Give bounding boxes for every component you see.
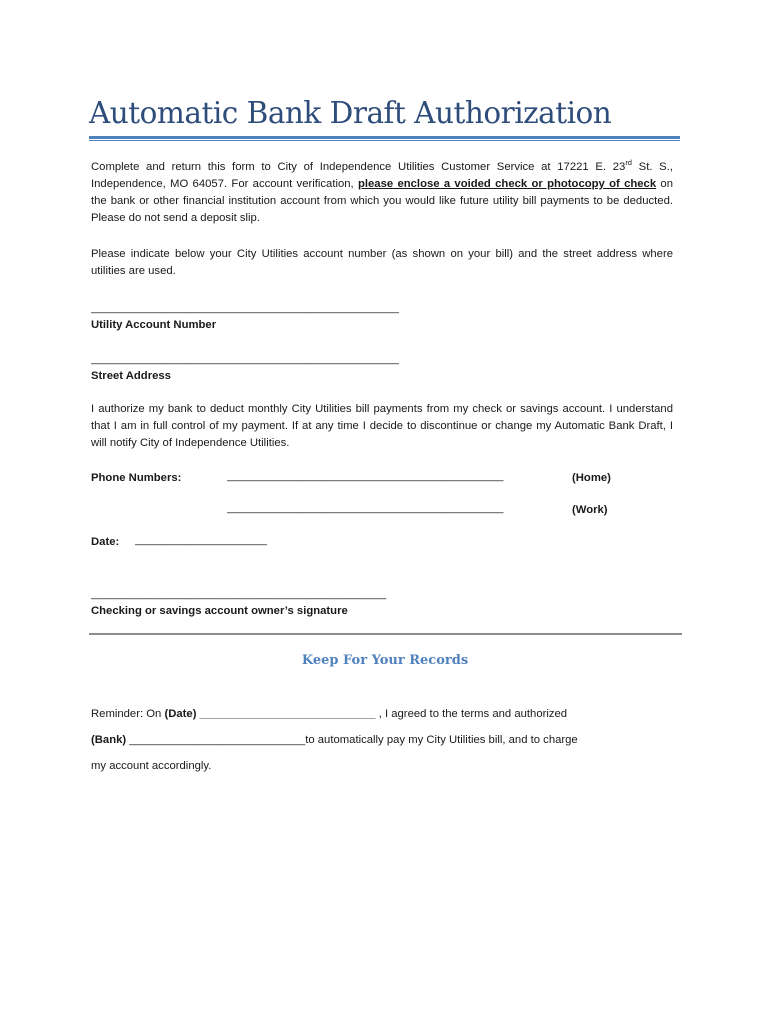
- intro-text-2: St. S., Independence, MO 64057. For account verification,: [91, 160, 673, 190]
- intro-superscript: rd: [625, 158, 632, 167]
- account-number-field[interactable]: _________________________________________________: [91, 302, 399, 314]
- form-title: Automatic Bank Draft Authorization: [89, 96, 612, 130]
- work-phone-label: (Work): [572, 504, 608, 516]
- reminder-bank-label: (Bank): [91, 734, 127, 746]
- home-phone-label: (Home): [572, 472, 611, 484]
- voided-check-note: please enclose a voided check or photocopy of check: [357, 177, 657, 190]
- reminder-date-label: (Date): [164, 708, 197, 720]
- section-divider: [89, 633, 682, 635]
- signature-field[interactable]: _______________________________________________: [91, 588, 387, 600]
- reminder-line-3: my account accordingly.: [91, 760, 212, 772]
- reminder-text-2: to automatically pay my City Utilities bill, and to charge: [305, 734, 578, 746]
- account-number-label: Utility Account Number: [91, 319, 217, 331]
- date-field[interactable]: _____________________: [135, 534, 267, 546]
- intro-paragraph: [91, 154, 673, 227]
- reminder-line-2: [91, 734, 578, 746]
- reminder-prefix: Reminder: On: [91, 708, 165, 720]
- street-address-field[interactable]: _________________________________________________: [91, 353, 399, 365]
- instructions-paragraph: Please indicate below your City Utilities account number (as shown on your bill) and the street address where utilities are used.: [91, 248, 673, 277]
- date-label: Date:: [91, 536, 120, 548]
- reminder-line-1: [91, 708, 567, 720]
- reminder-date-field[interactable]: ____________________________: [196, 708, 379, 720]
- keep-records-heading: Keep For Your Records: [301, 653, 469, 668]
- authorization-paragraph: I authorize my bank to deduct monthly City Utilities bill payments from my check or savings account. I understand that I am in full control of my payment. If at any time I decide to discontinue or change my Automatic Bank Draft, I will notify City of Independence Utilities.: [91, 403, 673, 449]
- intro-text-3: on the bank or other financial institution account from which you would like future utility bill payments to be deducted. Please do not send a deposit slip.: [91, 177, 673, 224]
- phone-numbers-label: Phone Numbers:: [91, 472, 182, 484]
- title-underline: [89, 136, 680, 141]
- home-phone-field[interactable]: ____________________________________________: [227, 470, 504, 482]
- reminder-text-1: , I agreed to the terms and authorized: [378, 708, 568, 720]
- intro-text-1: Complete and return this form to City of Independence Utilities Customer Service at 17221 E. 23: [91, 160, 626, 173]
- street-address-label: Street Address: [91, 370, 171, 382]
- work-phone-field[interactable]: ____________________________________________: [227, 502, 504, 514]
- reminder-bank-field[interactable]: ____________________________: [126, 734, 306, 746]
- signature-label: Checking or savings account owner’s signature: [91, 605, 348, 617]
